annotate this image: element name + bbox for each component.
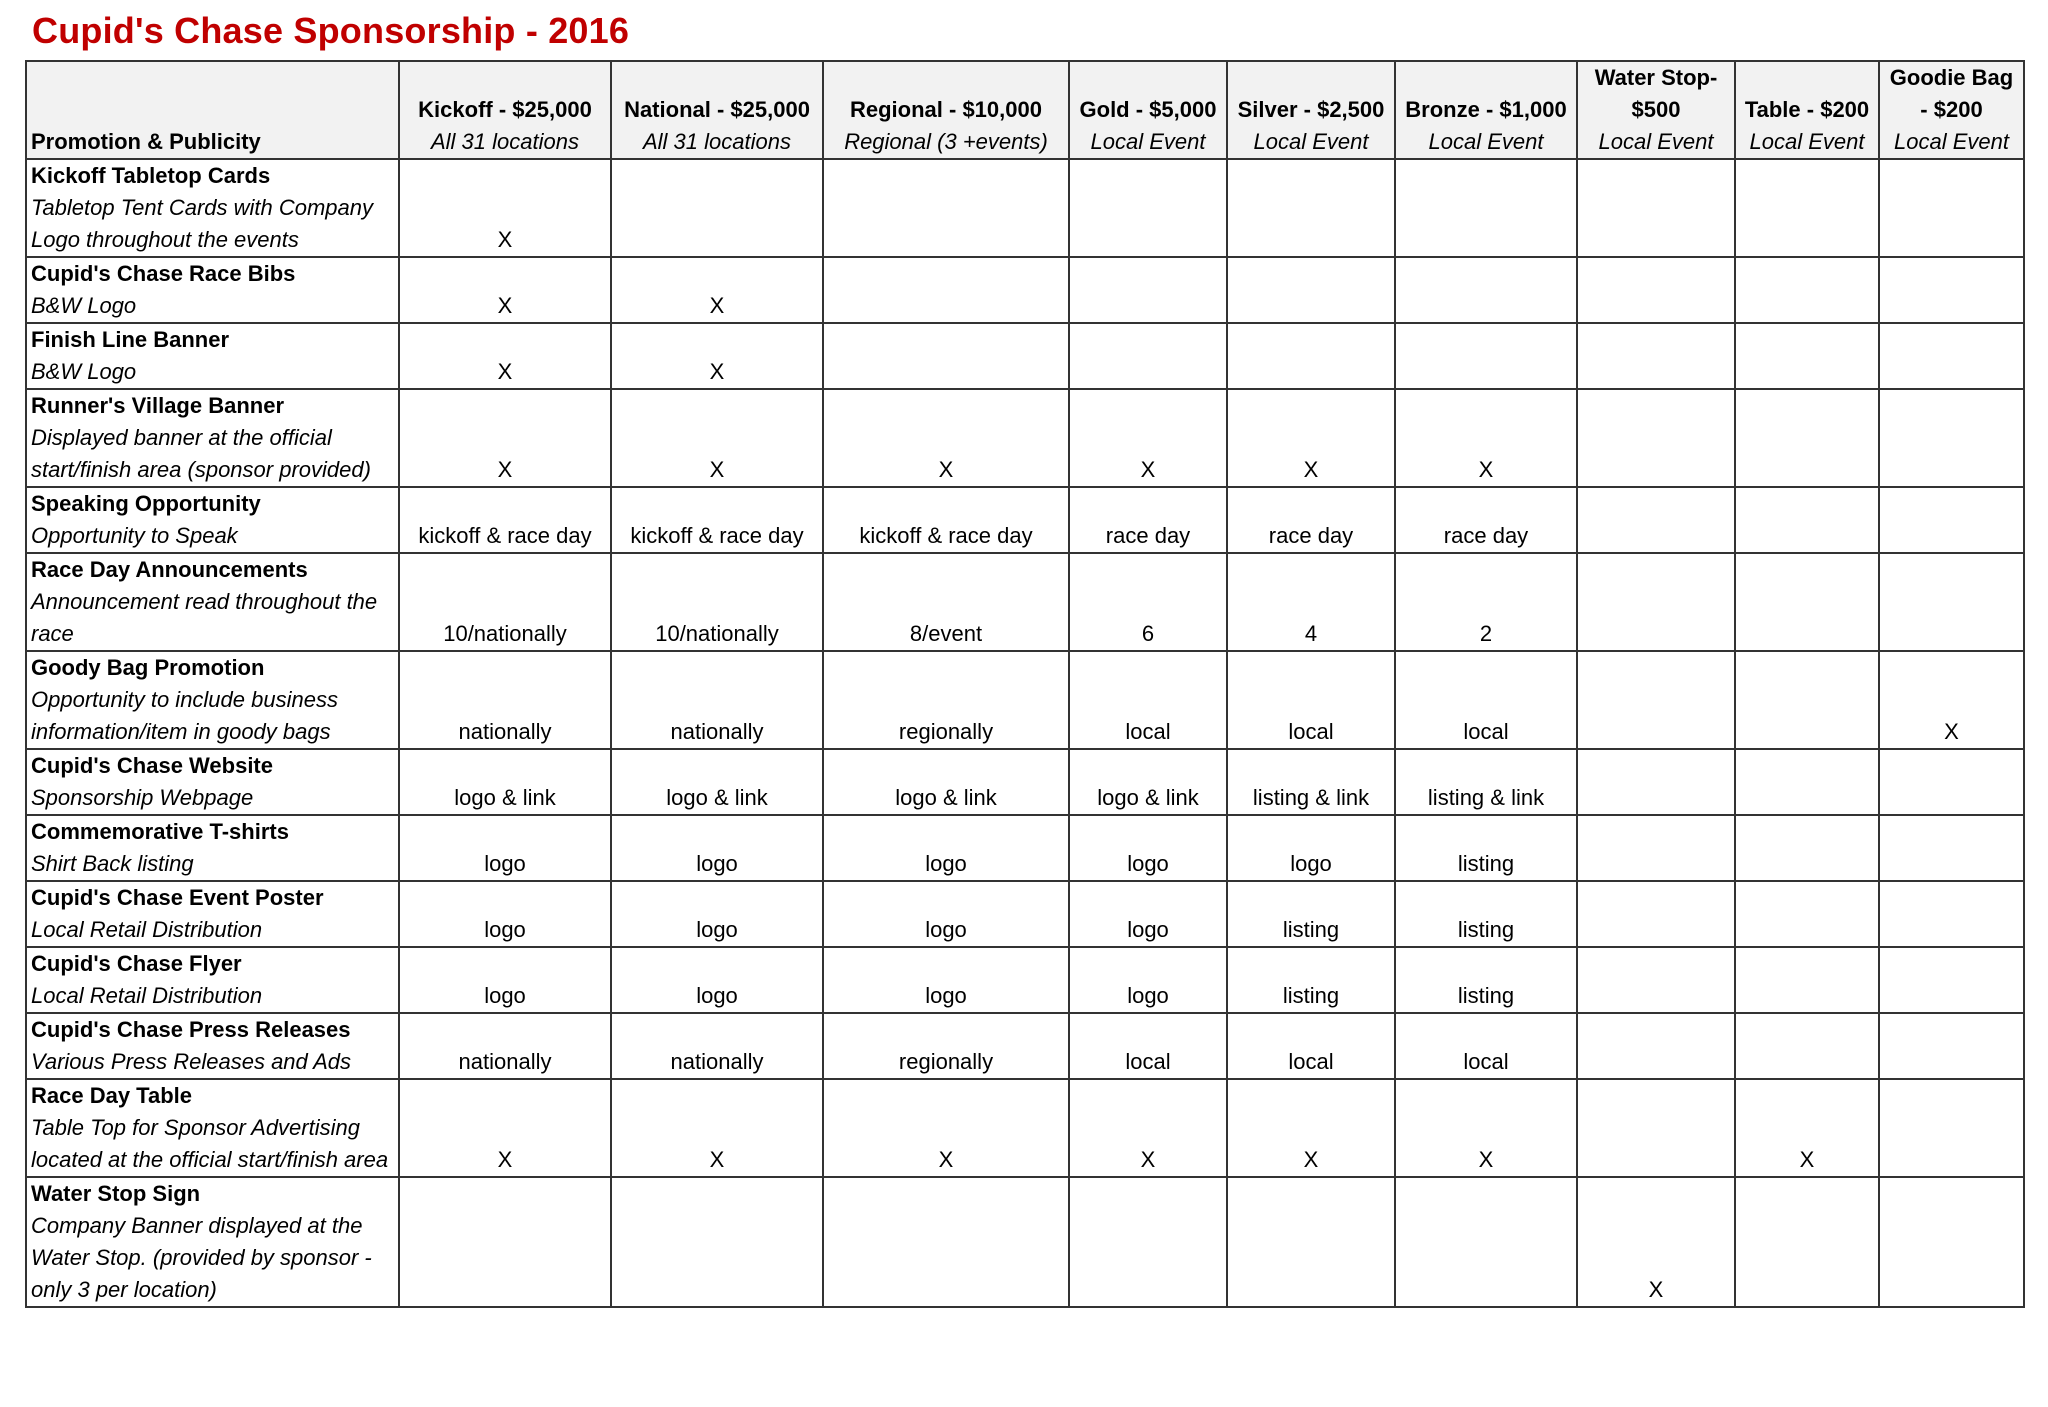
table-row: [26, 553, 2024, 651]
table-cell: [1227, 257, 1395, 323]
table-cell: listing: [1227, 947, 1395, 1013]
table-row: [26, 815, 2024, 881]
table-cell: logo: [611, 881, 823, 947]
table-cell: [1735, 1013, 1879, 1079]
table-cell: [1395, 1177, 1577, 1307]
table-header: [26, 61, 2024, 159]
column-header-scope: Local Event: [1428, 129, 1544, 154]
table-cell: regionally: [823, 651, 1069, 749]
table-cell: local: [1395, 1013, 1577, 1079]
table-row: [26, 159, 2024, 257]
table-cell: X: [1879, 651, 2024, 749]
row-description: Various Press Releases and Ads: [31, 1049, 351, 1074]
row-label: [26, 389, 399, 487]
row-label: [26, 947, 399, 1013]
table-cell: [1735, 257, 1879, 323]
table-cell: X: [1069, 1079, 1227, 1177]
table-row: [26, 389, 2024, 487]
table-cell: [1577, 947, 1735, 1013]
table-cell: local: [1069, 1013, 1227, 1079]
table-row: [26, 487, 2024, 553]
row-name: Goody Bag Promotion: [31, 655, 265, 680]
sponsorship-table: [25, 60, 2025, 1308]
table-cell: race day: [1069, 487, 1227, 553]
table-cell: [1879, 553, 2024, 651]
table-cell: [1735, 389, 1879, 487]
table-cell: [399, 1177, 611, 1307]
row-description: Local Retail Distribution: [31, 917, 263, 942]
row-label: [26, 1079, 399, 1177]
table-cell: [1577, 159, 1735, 257]
table-cell: listing: [1395, 815, 1577, 881]
table-cell: logo: [1069, 881, 1227, 947]
column-header-scope: All 31 locations: [643, 129, 791, 154]
row-name: Commemorative T-shirts: [31, 819, 289, 844]
row-description: Sponsorship Webpage: [31, 785, 254, 810]
table-cell: [1735, 487, 1879, 553]
table-cell: X: [823, 389, 1069, 487]
table-cell: logo: [611, 947, 823, 1013]
table-cell: [1577, 1079, 1735, 1177]
table-cell: logo: [1069, 815, 1227, 881]
row-label: [26, 487, 399, 553]
column-header-name: Gold - $5,000: [1079, 97, 1217, 122]
column-header-scope: All 31 locations: [431, 129, 579, 154]
table-cell: X: [1395, 389, 1577, 487]
table-cell: 6: [1069, 553, 1227, 651]
row-label: [26, 159, 399, 257]
table-cell: [823, 257, 1069, 323]
table-cell: [1735, 947, 1879, 1013]
row-name: Race Day Table: [31, 1083, 193, 1108]
row-label: [26, 749, 399, 815]
table-row: [26, 749, 2024, 815]
header-row: [26, 61, 2024, 159]
table-cell: X: [1395, 1079, 1577, 1177]
table-cell: X: [399, 257, 611, 323]
column-header-scope: Local Event: [1090, 129, 1206, 154]
table-cell: X: [399, 323, 611, 389]
table-cell: [1879, 881, 2024, 947]
table-cell: [1227, 1177, 1395, 1307]
row-description: Displayed banner at the official start/finish area (sponsor provided): [31, 425, 371, 482]
column-header-tier: [1879, 61, 2024, 159]
row-label: [26, 815, 399, 881]
table-cell: X: [611, 323, 823, 389]
row-label: [26, 257, 399, 323]
table-cell: [1735, 881, 1879, 947]
table-cell: [1069, 159, 1227, 257]
table-cell: [1735, 749, 1879, 815]
table-cell: [1879, 1177, 2024, 1307]
row-description: B&W Logo: [31, 293, 137, 318]
table-row: [26, 947, 2024, 1013]
table-cell: listing: [1395, 947, 1577, 1013]
table-cell: [1735, 1177, 1879, 1307]
row-label: [26, 651, 399, 749]
page-title: Cupid's Chase Sponsorship - 2016: [32, 10, 630, 51]
table-row: [26, 1177, 2024, 1307]
table-cell: X: [1227, 389, 1395, 487]
table-cell: [1735, 323, 1879, 389]
table-cell: [1069, 323, 1227, 389]
table-cell: local: [1227, 651, 1395, 749]
row-description: Tabletop Tent Cards with Company Logo throughout the events: [31, 195, 374, 252]
row-name: Kickoff Tabletop Cards: [31, 163, 271, 188]
table-cell: logo: [399, 947, 611, 1013]
table-cell: [823, 323, 1069, 389]
table-cell: X: [399, 1079, 611, 1177]
table-cell: [1577, 815, 1735, 881]
table-cell: logo & link: [1069, 749, 1227, 815]
table-cell: [1069, 1177, 1227, 1307]
column-header-name: Water Stop- $500: [1594, 65, 1718, 122]
row-description: Opportunity to include business information/item in goody bags: [31, 687, 338, 744]
table-cell: [1577, 257, 1735, 323]
table-cell: [1879, 815, 2024, 881]
row-description: Table Top for Sponsor Advertising located at the official start/finish area: [31, 1115, 389, 1172]
table-cell: race day: [1395, 487, 1577, 553]
table-cell: X: [1069, 389, 1227, 487]
table-row: [26, 1079, 2024, 1177]
table-cell: [1879, 1013, 2024, 1079]
row-name: Speaking Opportunity: [31, 491, 261, 516]
column-header-scope: Local Event: [1253, 129, 1369, 154]
table-cell: logo & link: [611, 749, 823, 815]
table-cell: [1577, 389, 1735, 487]
table-cell: logo: [823, 815, 1069, 881]
row-name: Cupid's Chase Event Poster: [31, 885, 324, 910]
table-cell: [1577, 1013, 1735, 1079]
table-cell: listing & link: [1395, 749, 1577, 815]
table-row: [26, 881, 2024, 947]
table-cell: [1577, 881, 1735, 947]
column-header-tier: [1395, 61, 1577, 159]
table-cell: X: [399, 159, 611, 257]
column-header-tier: [611, 61, 823, 159]
table-cell: local: [1227, 1013, 1395, 1079]
table-cell: logo: [823, 881, 1069, 947]
table-cell: X: [1577, 1177, 1735, 1307]
table-cell: X: [1735, 1079, 1879, 1177]
table-cell: [1879, 947, 2024, 1013]
column-header-tier: [823, 61, 1069, 159]
table-cell: [1395, 323, 1577, 389]
column-header-name: Bronze - $1,000: [1405, 97, 1567, 122]
table-body: [26, 159, 2024, 1307]
column-header-tier: [1735, 61, 1879, 159]
table-cell: nationally: [399, 651, 611, 749]
table-cell: X: [823, 1079, 1069, 1177]
row-description: Announcement read throughout the race: [31, 589, 378, 646]
table-cell: X: [611, 389, 823, 487]
table-cell: [1879, 1079, 2024, 1177]
table-cell: [1879, 749, 2024, 815]
row-name: Water Stop Sign: [31, 1181, 201, 1206]
table-cell: X: [611, 1079, 823, 1177]
table-cell: X: [611, 257, 823, 323]
table-cell: [823, 1177, 1069, 1307]
table-cell: [1879, 159, 2024, 257]
table-cell: [1735, 159, 1879, 257]
table-cell: logo: [1069, 947, 1227, 1013]
row-description: Opportunity to Speak: [31, 523, 238, 548]
table-cell: X: [1227, 1079, 1395, 1177]
row-name: Finish Line Banner: [31, 327, 230, 352]
table-row: [26, 651, 2024, 749]
column-header-name: Silver - $2,500: [1237, 97, 1385, 122]
row-name: Cupid's Chase Press Releases: [31, 1017, 351, 1042]
table-cell: regionally: [823, 1013, 1069, 1079]
table-cell: logo: [399, 815, 611, 881]
table-cell: kickoff & race day: [611, 487, 823, 553]
table-cell: 2: [1395, 553, 1577, 651]
table-cell: [823, 159, 1069, 257]
table-cell: [1069, 257, 1227, 323]
table-cell: local: [1395, 651, 1577, 749]
table-cell: [1577, 651, 1735, 749]
column-header-name: Table - $200: [1744, 97, 1870, 122]
table-cell: [1395, 257, 1577, 323]
row-label: [26, 323, 399, 389]
table-cell: [1879, 257, 2024, 323]
table-cell: [1735, 553, 1879, 651]
table-row: [26, 1013, 2024, 1079]
table-cell: logo: [823, 947, 1069, 1013]
table-cell: [1577, 487, 1735, 553]
table-cell: [1879, 487, 2024, 553]
table-cell: local: [1069, 651, 1227, 749]
table-row: [26, 257, 2024, 323]
column-header-scope: Local Event: [1598, 129, 1714, 154]
row-label: [26, 553, 399, 651]
row-name: Cupid's Chase Race Bibs: [31, 261, 296, 286]
column-header-name: Kickoff - $25,000: [418, 97, 592, 122]
table-cell: listing: [1227, 881, 1395, 947]
table-row: [26, 323, 2024, 389]
table-cell: nationally: [611, 1013, 823, 1079]
row-description: Company Banner displayed at the Water Stop. (provided by sponsor - only 3 per location): [31, 1213, 372, 1302]
table-cell: [1227, 159, 1395, 257]
table-cell: listing: [1395, 881, 1577, 947]
column-header-promotion: [26, 61, 399, 159]
table-cell: [1879, 323, 2024, 389]
table-cell: logo & link: [823, 749, 1069, 815]
table-cell: race day: [1227, 487, 1395, 553]
row-name: Cupid's Chase Flyer: [31, 951, 242, 976]
column-header-name: Goodie Bag - $200: [1889, 65, 2014, 122]
table-cell: 10/nationally: [399, 553, 611, 651]
row-description: Shirt Back listing: [31, 851, 194, 876]
column-header-scope: Local Event: [1894, 129, 2009, 154]
row-label: [26, 1013, 399, 1079]
table-cell: logo: [399, 881, 611, 947]
table-cell: [1735, 651, 1879, 749]
table-cell: 8/event: [823, 553, 1069, 651]
table-cell: [611, 159, 823, 257]
table-cell: nationally: [399, 1013, 611, 1079]
row-label: [26, 881, 399, 947]
column-header-scope: Regional (3 +events): [844, 129, 1048, 154]
table-cell: 4: [1227, 553, 1395, 651]
table-cell: nationally: [611, 651, 823, 749]
row-description: B&W Logo: [31, 359, 137, 384]
row-label: [26, 1177, 399, 1307]
column-header-tier: [399, 61, 611, 159]
column-header-name: Promotion & Publicity: [31, 129, 261, 154]
table-cell: [1879, 389, 2024, 487]
table-cell: 10/nationally: [611, 553, 823, 651]
row-name: Race Day Announcements: [31, 557, 308, 582]
table-cell: [1577, 323, 1735, 389]
table-cell: [611, 1177, 823, 1307]
column-header-tier: [1227, 61, 1395, 159]
column-header-name: National - $25,000: [624, 97, 810, 122]
row-name: Cupid's Chase Website: [31, 753, 273, 778]
table-cell: [1577, 749, 1735, 815]
column-header-tier: [1069, 61, 1227, 159]
table-cell: [1395, 159, 1577, 257]
table-cell: logo: [611, 815, 823, 881]
column-header-tier: [1577, 61, 1735, 159]
column-header-name: Regional - $10,000: [850, 97, 1042, 122]
table-cell: X: [399, 389, 611, 487]
table-cell: kickoff & race day: [823, 487, 1069, 553]
table-cell: [1735, 815, 1879, 881]
table-cell: listing & link: [1227, 749, 1395, 815]
table-cell: logo & link: [399, 749, 611, 815]
table-cell: [1577, 553, 1735, 651]
table-cell: logo: [1227, 815, 1395, 881]
column-header-scope: Local Event: [1749, 129, 1865, 154]
row-name: Runner's Village Banner: [31, 393, 285, 418]
row-description: Local Retail Distribution: [31, 983, 263, 1008]
table-cell: kickoff & race day: [399, 487, 611, 553]
table-cell: [1227, 323, 1395, 389]
